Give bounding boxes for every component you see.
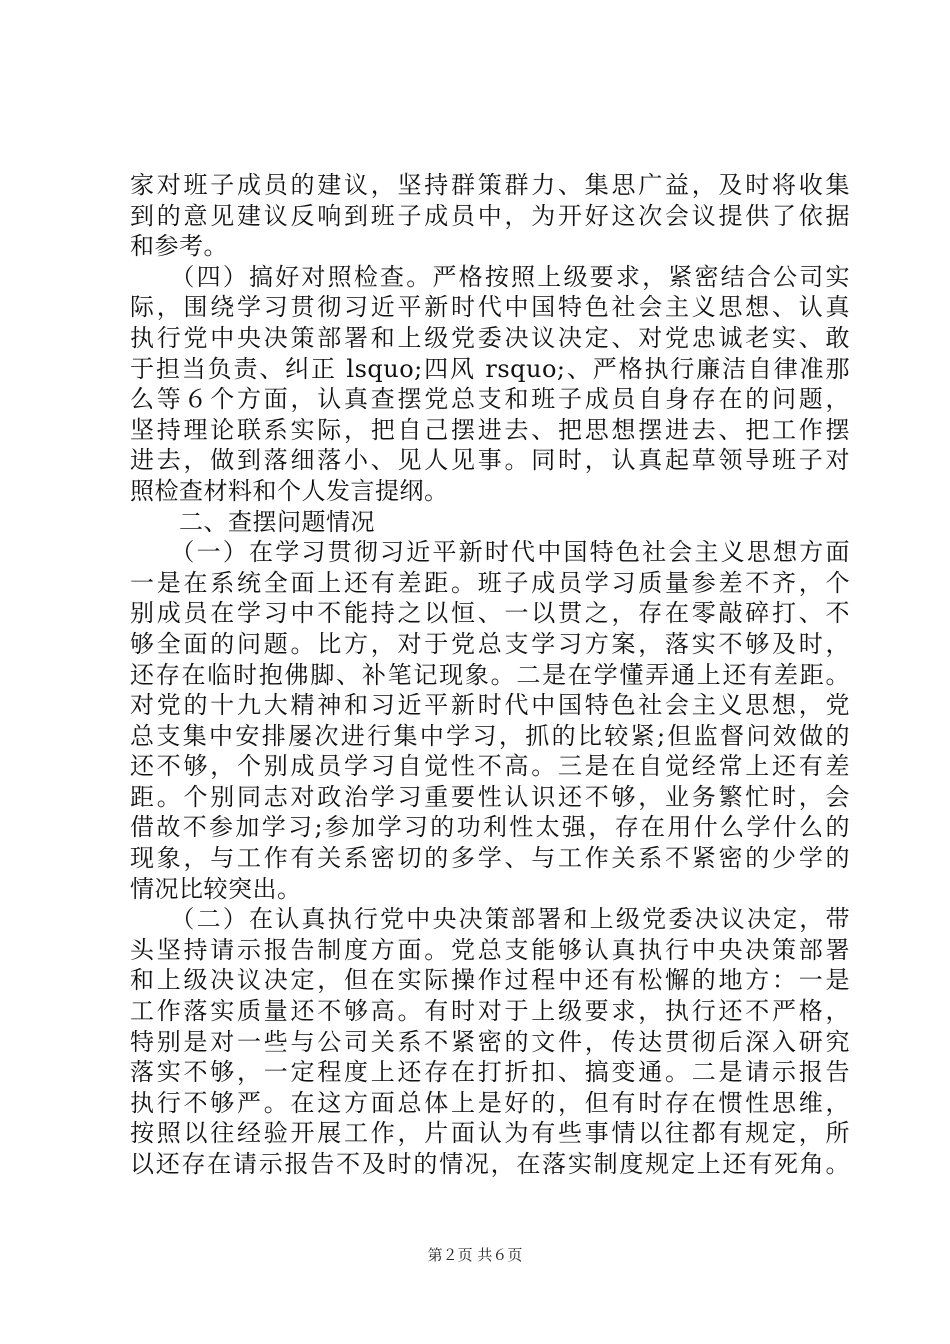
- text-line: 于担当负责、纠正 lsquo;四风 rsquo;、严格执行廉洁自律准那: [130, 354, 850, 383]
- text-line: 一是在系统全面上还有差距。班子成员学习质量参差不齐，个: [130, 568, 850, 597]
- page-footer: [0, 1244, 950, 1265]
- page-number-label: 第２页 共６页: [427, 1246, 523, 1264]
- text-line: 家对班子成员的建议，坚持群策群力、集思广益，及时将收集: [130, 171, 850, 199]
- text-line: 还存在临时抱佛脚、补笔记现象。二是在学懂弄通上还有差距。: [130, 660, 850, 689]
- text-line: 总支集中安排屡次进行集中学习，抓的比较紧;但监督问效做的: [130, 721, 850, 750]
- text-line: 够全面的问题。比方，对于党总支学习方案，落实不够及时，: [130, 629, 850, 658]
- text-line: 情况比较突出。: [130, 874, 302, 903]
- text-line: 和上级决议决定，但在实际操作过程中还有松懈的地方：一是: [130, 966, 850, 995]
- text-line: 现象，与工作有关系密切的多学、与工作关系不紧密的少学的: [130, 844, 850, 873]
- text-line: 执行党中央决策部署和上级党委决议决定、对党忠诚老实、敢: [130, 323, 850, 352]
- text-line: 距。个别同志对政治学习重要性认识还不够，业务繁忙时，会: [130, 782, 850, 811]
- text-line: 坚持理论联系实际，把自己摆进去、把思想摆进去、把工作摆: [130, 415, 850, 444]
- text-line: 际，围绕学习贯彻习近平新时代中国特色社会主义思想、认真: [130, 293, 850, 322]
- text-line: 对党的十九大精神和习近平新时代中国特色社会主义思想，党: [130, 691, 850, 720]
- text-line: （二）在认真执行党中央决策部署和上级党委决议决定，带: [130, 905, 850, 934]
- text-line: 别成员在学习中不能持之以恒、一以贯之，存在零敲碎打、不: [130, 599, 850, 628]
- document-body: [130, 170, 850, 1180]
- text-line: 还不够，个别成员学习自觉性不高。三是在自觉经常上还有差: [130, 752, 850, 781]
- text-line: 特别是对一些与公司关系不紧密的文件，传达贯彻后深入研究: [130, 1027, 850, 1056]
- text-line: （一）在学习贯彻习近平新时代中国特色社会主义思想方面: [130, 538, 850, 567]
- text-line: 照检查材料和个人发言提纲。: [130, 476, 449, 505]
- text-line: 工作落实质量还不够高。有时对于上级要求，执行还不严格，: [130, 997, 850, 1026]
- text-line: 头坚持请示报告制度方面。党总支能够认真执行中央决策部署: [130, 935, 850, 964]
- text-line: 以还存在请示报告不及时的情况，在落实制度规定上还有死角。: [130, 1150, 850, 1178]
- text-line: 执行不够严。在这方面总体上是好的，但有时存在惯性思维，: [130, 1088, 850, 1117]
- text-line: 到的意见建议反响到班子成员中，为开好这次会议提供了依据: [130, 201, 850, 230]
- text-line: 进去，做到落细落小、见人见事。同时，认真起草领导班子对: [130, 446, 850, 475]
- text-line: 落实不够，一定程度上还存在打折扣、搞变通。二是请示报告: [130, 1058, 850, 1087]
- text-line: 借故不参加学习;参加学习的功利性太强，存在用什么学什么的: [130, 813, 850, 842]
- text-line: 按照以往经验开展工作，片面认为有些事情以往都有规定，所: [130, 1119, 850, 1148]
- text-line: 和参考。: [130, 232, 228, 261]
- text-line: 么等６个方面，认真查摆党总支和班子成员自身存在的问题，: [130, 385, 850, 414]
- text-line: （四）搞好对照检查。严格按照上级要求，紧密结合公司实: [130, 262, 850, 291]
- section-heading: 二、查摆问题情况: [130, 507, 375, 536]
